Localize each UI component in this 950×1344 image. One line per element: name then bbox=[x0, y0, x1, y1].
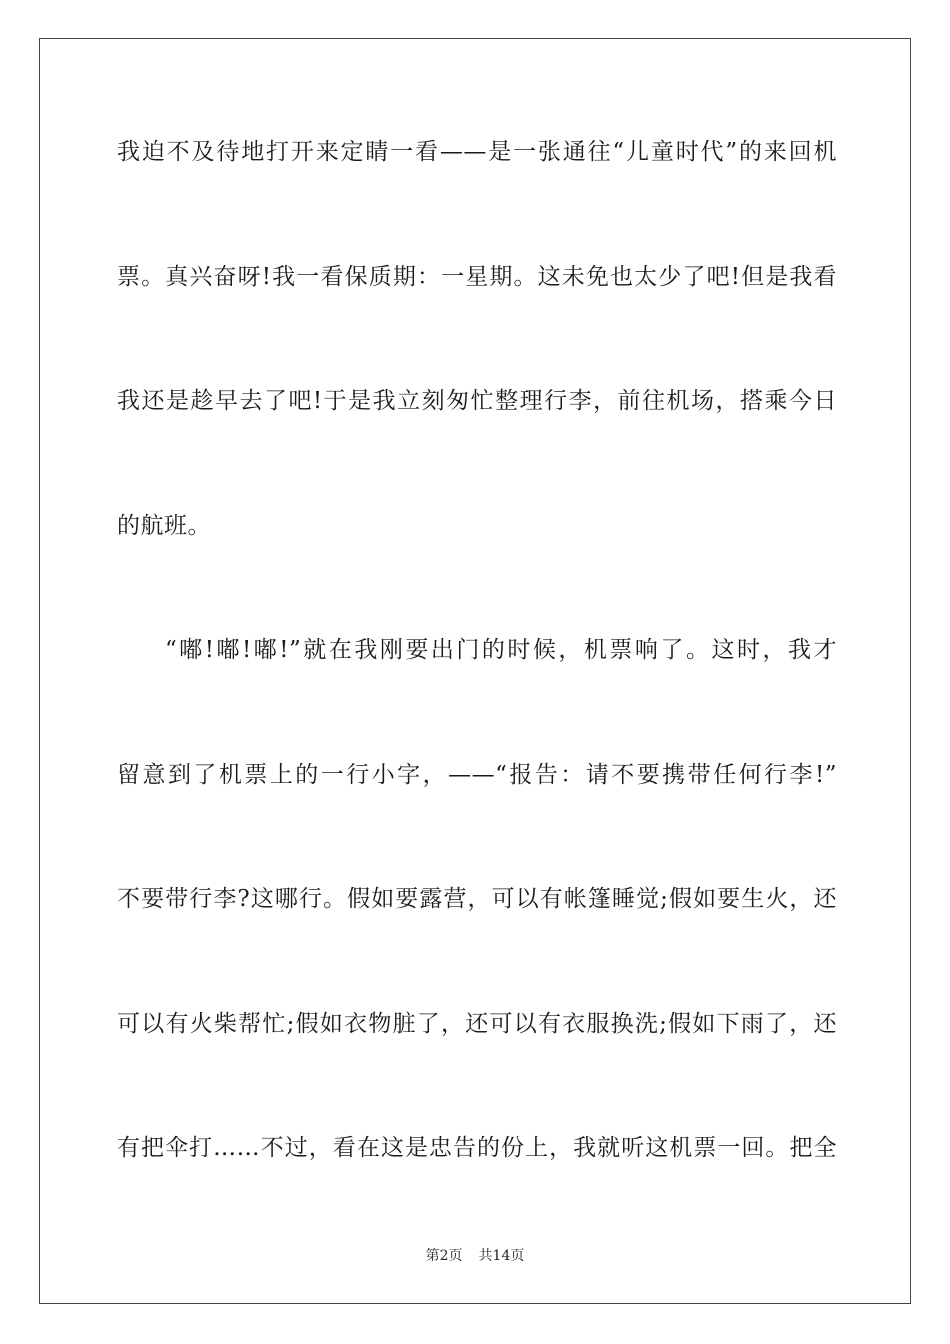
paragraph-line: 我迫不及待地打开来定睛一看——是一张通往“儿童时代”的来回机 bbox=[117, 139, 837, 165]
paragraph-line: 不要带行李?这哪行。假如要露营，可以有帐篷睡觉;假如要生火，还 bbox=[117, 886, 837, 912]
paragraph-line: 我还是趁早去了吧!于是我立刻匆忙整理行李，前往机场，搭乘今日 bbox=[117, 388, 837, 414]
page-footer bbox=[0, 1246, 950, 1266]
paragraph-line: 的航班。 bbox=[117, 513, 211, 539]
page-border bbox=[39, 38, 911, 1304]
page-total: 共14页 bbox=[478, 1248, 525, 1264]
paragraph-line: 票。真兴奋呀!我一看保质期：一星期。这未免也太少了吧!但是我看 bbox=[117, 264, 837, 290]
paragraph-line: 留意到了机票上的一行小字，——“报告：请不要携带任何行李!” bbox=[117, 762, 837, 788]
paragraph-line: 有把伞打……不过，看在这是忠告的份上，我就听这机票一回。把全 bbox=[117, 1135, 837, 1161]
page-number: 第2页 bbox=[425, 1248, 463, 1264]
paragraph-line: “嘟!嘟!嘟!”就在我刚要出门的时候，机票响了。这时，我才 bbox=[165, 637, 837, 663]
paragraph-line: 可以有火柴帮忙;假如衣物脏了，还可以有衣服换洗;假如下雨了，还 bbox=[117, 1011, 837, 1037]
